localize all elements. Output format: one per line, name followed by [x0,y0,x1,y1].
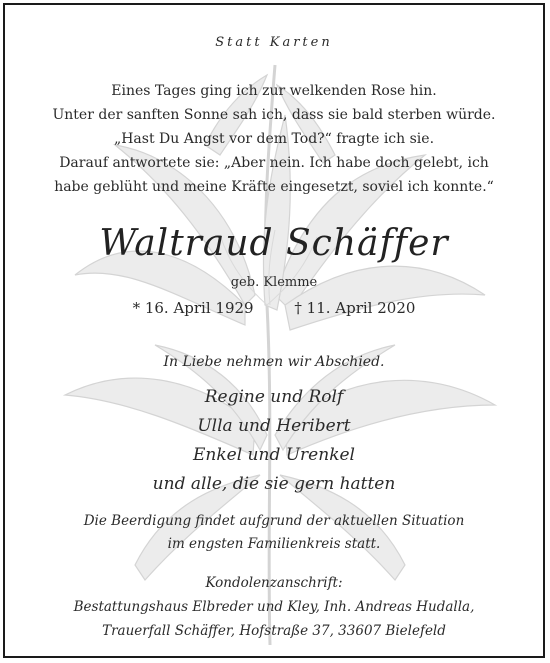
birth-name: geb. Klemme [230,275,318,290]
condolence-line: Bestattungshaus Elbreder und Kley, Inh. Andreas Hudalla, [73,599,475,615]
mourner: Enkel und Urenkel [192,445,355,465]
poem-line: habe geblüht und meine Kräfte eingesetzt, soviel ich konnte.“ [54,179,494,195]
condolence-line: Trauerfall Schäffer, Hofstraße 37, 33607 Bielefeld [102,623,446,639]
condolence-label: Kondolenzanschrift: [205,575,343,591]
obituary-frame [3,3,545,658]
poem-line: Eines Tages ging ich zur welkenden Rose hin. [111,83,437,99]
mourner: Ulla und Heribert [197,416,351,436]
mourner: Regine und Rolf [204,387,344,407]
condolence-address [5,571,543,643]
poem [5,79,543,199]
poem-line: Unter der sanften Sonne sah ich, dass sie bald sterben würde. [52,107,496,123]
mourners-list [5,383,543,499]
deceased-name: Waltraud Schäffer [99,223,449,264]
poem-line: Darauf antwortete sie: „Aber nein. Ich habe doch gelebt, ich [59,155,489,171]
notice-heading: Statt Karten [215,35,333,50]
funeral-line: Die Beerdigung findet aufgrund der aktuellen Situation [83,513,465,529]
funeral-notice [5,510,543,556]
poem-line: „Hast Du Angst vor dem Tod?“ fragte ich sie. [113,131,435,147]
obituary-content [5,5,543,656]
mourner: und alle, die sie gern hatten [152,474,396,494]
birth-date: * 16. April 1929 [132,299,254,317]
funeral-line: im engsten Familienkreis statt. [167,536,381,552]
life-dates [5,299,543,317]
farewell-text: In Liebe nehmen wir Abschied. [163,354,385,370]
death-date: † 11. April 2020 [294,299,416,317]
